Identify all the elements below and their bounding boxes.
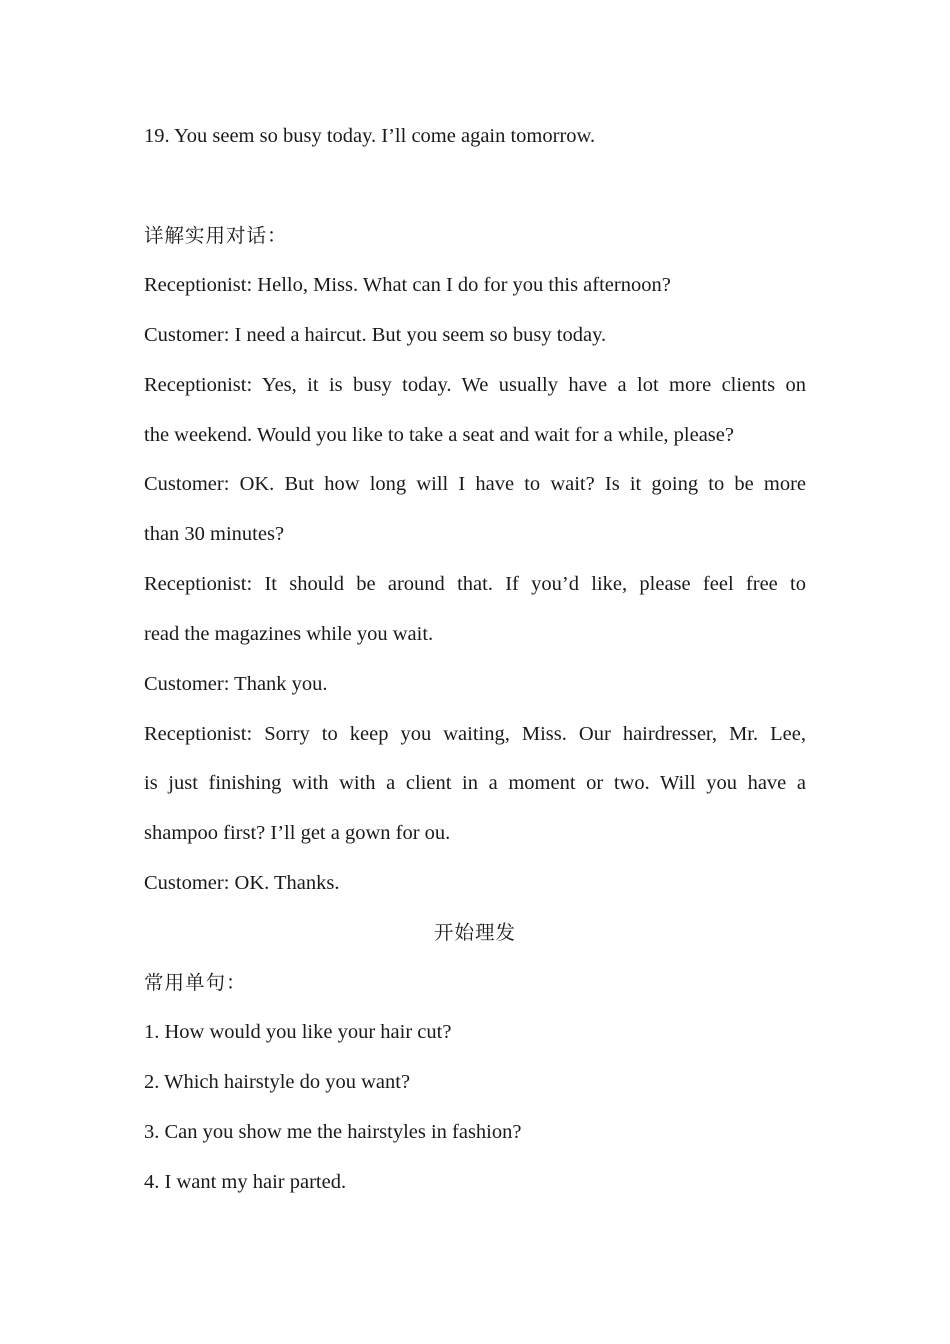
sentences-heading: 常用单句： <box>144 971 247 994</box>
dialogue-heading: 详解实用对话： <box>144 224 288 247</box>
section-title: 开始理发 <box>433 921 516 944</box>
intro-sentence: 19. You seem so busy today. I’ll come again tomorrow. <box>144 125 596 147</box>
sentence-item: 1. How would you like your hair cut? <box>144 1021 452 1043</box>
dialogue-line: Receptionist: Yes, it is busy today. We usually have a lot more clients on <box>144 374 806 396</box>
sentence-item: 3. Can you show me the hairstyles in fashion? <box>144 1121 522 1143</box>
dialogue-line: than 30 minutes? <box>144 523 285 545</box>
sentence-item: 2. Which hairstyle do you want? <box>144 1071 411 1093</box>
dialogue-line: Customer: I need a haircut. But you seem so busy today. <box>144 324 607 346</box>
dialogue-line: read the magazines while you wait. <box>144 623 434 645</box>
dialogue-line: Receptionist: It should be around that. If you’d like, please feel free to <box>144 573 806 595</box>
dialogue-line: is just finishing with with a client in a moment or two. Will you have a <box>144 772 806 794</box>
dialogue-line: Receptionist: Hello, Miss. What can I do for you this afternoon? <box>144 274 671 296</box>
dialogue-line: Customer: OK. Thanks. <box>144 872 340 894</box>
dialogue-line: Receptionist: Sorry to keep you waiting, Miss. Our hairdresser, Mr. Lee, <box>144 723 806 745</box>
dialogue-line: shampoo first? I’ll get a gown for ou. <box>144 822 451 844</box>
dialogue-line: Customer: OK. But how long will I have to wait? Is it going to be more <box>144 473 806 495</box>
dialogue-line: the weekend. Would you like to take a seat and wait for a while, please? <box>144 424 734 446</box>
sentence-item: 4. I want my hair parted. <box>144 1171 347 1193</box>
dialogue-line: Customer: Thank you. <box>144 673 328 695</box>
